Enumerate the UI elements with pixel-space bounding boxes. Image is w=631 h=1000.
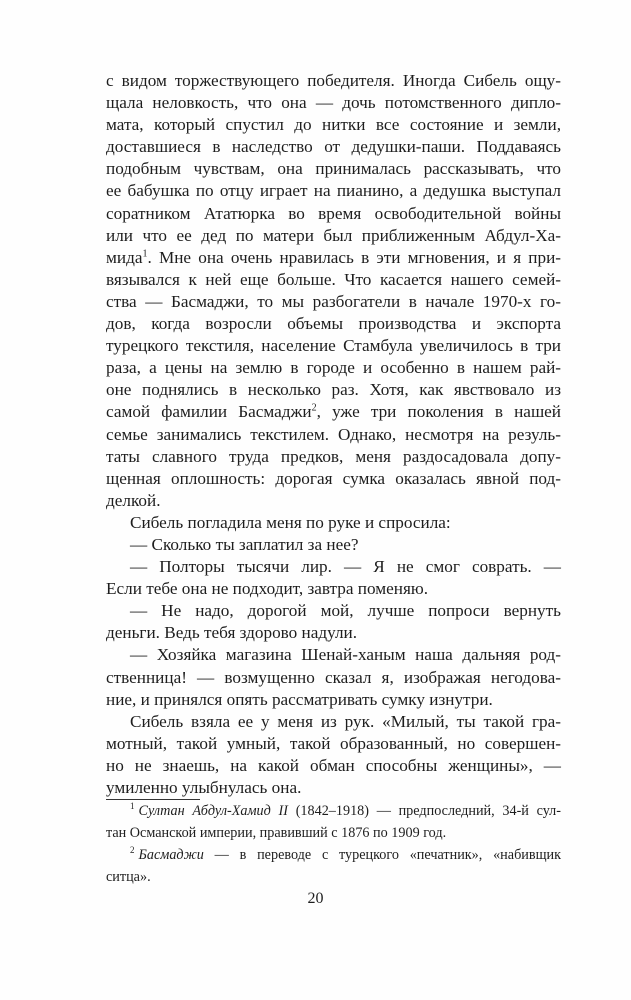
text-fragment: . Мне она очень нравилась в эти мгновения, и я при-	[147, 247, 561, 267]
text-line: Сибель взяла ее у меня из рук. «Милый, ты такой гра-	[130, 711, 561, 731]
text-line: вязывался к ней еще больше. Что касается нашего семей-	[106, 269, 561, 289]
footnote-ref-2: 2	[311, 402, 317, 414]
footnote-2-continuation: ситца».	[106, 869, 151, 886]
text-line: с видом торжествующего победителя. Иногда Сибель ощу-	[106, 71, 561, 90]
text-line: семье занимались текстилем. Однако, несмотря на резуль-	[106, 424, 561, 444]
text-line: ственница! — возмущенно сказал я, изображая негодова-	[106, 667, 561, 687]
text-line: но не знаешь, на какой обман способны женщины», —	[106, 755, 561, 775]
text-line: оне поднялись в несколько раз. Хотя, как явствовало из	[106, 380, 561, 400]
footnotes	[106, 802, 561, 890]
text-fragment: , уже три поколения в нашей	[316, 402, 562, 422]
footnote-text: (1842–1918) — предпоследний, 34-й сул-	[287, 803, 561, 819]
main-text	[106, 70, 561, 799]
text-line: раза, а цены на землю в городе и особенно в нашем рай-	[106, 358, 561, 378]
text-line-with-footnote-1	[106, 247, 561, 269]
text-line: — Не надо, дорогой мой, лучше попроси вернуть	[130, 601, 561, 621]
text-line: ства — Басмаджи, то мы разбогатели в начале 1970-х го-	[106, 291, 561, 311]
footnote-term: Султан Абдул-Хамид II	[138, 803, 288, 819]
text-line: щенная оплошность: дорогая сумка оказалась явной под-	[106, 468, 561, 488]
text-line: мотный, такой умный, такой образованный, но совершен-	[106, 733, 561, 753]
page-number: 20	[307, 890, 324, 907]
text-fragment: самой фамилии Басмаджи	[106, 402, 312, 422]
text-fragment: мида	[106, 247, 143, 267]
footnote-ref-1: 1	[142, 248, 148, 260]
text-line: — Сколько ты заплатил за нее?	[130, 534, 359, 554]
footnote-text: — в переводе с турецкого «печатник», «набивщик	[203, 847, 561, 864]
text-line: соратником Ататюрка во время освободительной войны	[106, 203, 561, 223]
text-line: деньги. Ведь тебя здорово надули.	[106, 623, 358, 643]
text-line: Если тебе она не подходит, завтра поменяю.	[106, 579, 429, 599]
text-line: дов, когда возросли объемы производства и экспорта	[106, 314, 561, 334]
text-line: умиленно улыбнулась она.	[106, 778, 302, 797]
text-line: мата, который спустил до нитки все состояние и земли,	[106, 115, 561, 135]
text-line: Сибель погладила меня по руке и спросила:	[130, 512, 451, 532]
text-line: ние, и принялся опять рассматривать сумку изнутри.	[106, 689, 493, 709]
text-line: подобным чувствам, она принималась рассказывать, что	[106, 159, 561, 179]
footnote-number: 1	[130, 801, 135, 812]
footnote-number: 2	[130, 845, 135, 856]
text-line: турецкого текстиля, население Стамбула увеличилось в три	[106, 336, 561, 356]
footnote-2-line	[106, 846, 561, 868]
footnote-1-line	[106, 802, 561, 824]
text-line: щала неловкость, что она — дочь потомственного дипло-	[106, 93, 561, 113]
footnote-1-continuation: тан Османской империи, правивший с 1876 по 1909 год.	[106, 825, 447, 842]
footnote-term: Басмаджи	[138, 847, 204, 864]
text-line: доставшиеся в наследство от дедушки-паши. Поддаваясь	[106, 137, 561, 157]
text-line: ее бабушка по отцу играет на пианино, а дедушка выступал	[106, 181, 561, 201]
text-line: — Хозяйка магазина Шенай-ханым наша дальняя род-	[130, 645, 561, 665]
text-line: таты славного труда предков, меня раздосадовала допу-	[106, 446, 561, 466]
text-line-with-footnote-2	[106, 401, 561, 423]
text-line: или что ее дед по матери был приближенным Абдул-Ха-	[106, 225, 561, 245]
text-line: — Полторы тысячи лир. — Я не смог соврать. —	[130, 557, 561, 577]
text-line: делкой.	[106, 490, 161, 510]
footnote-divider	[106, 799, 200, 800]
